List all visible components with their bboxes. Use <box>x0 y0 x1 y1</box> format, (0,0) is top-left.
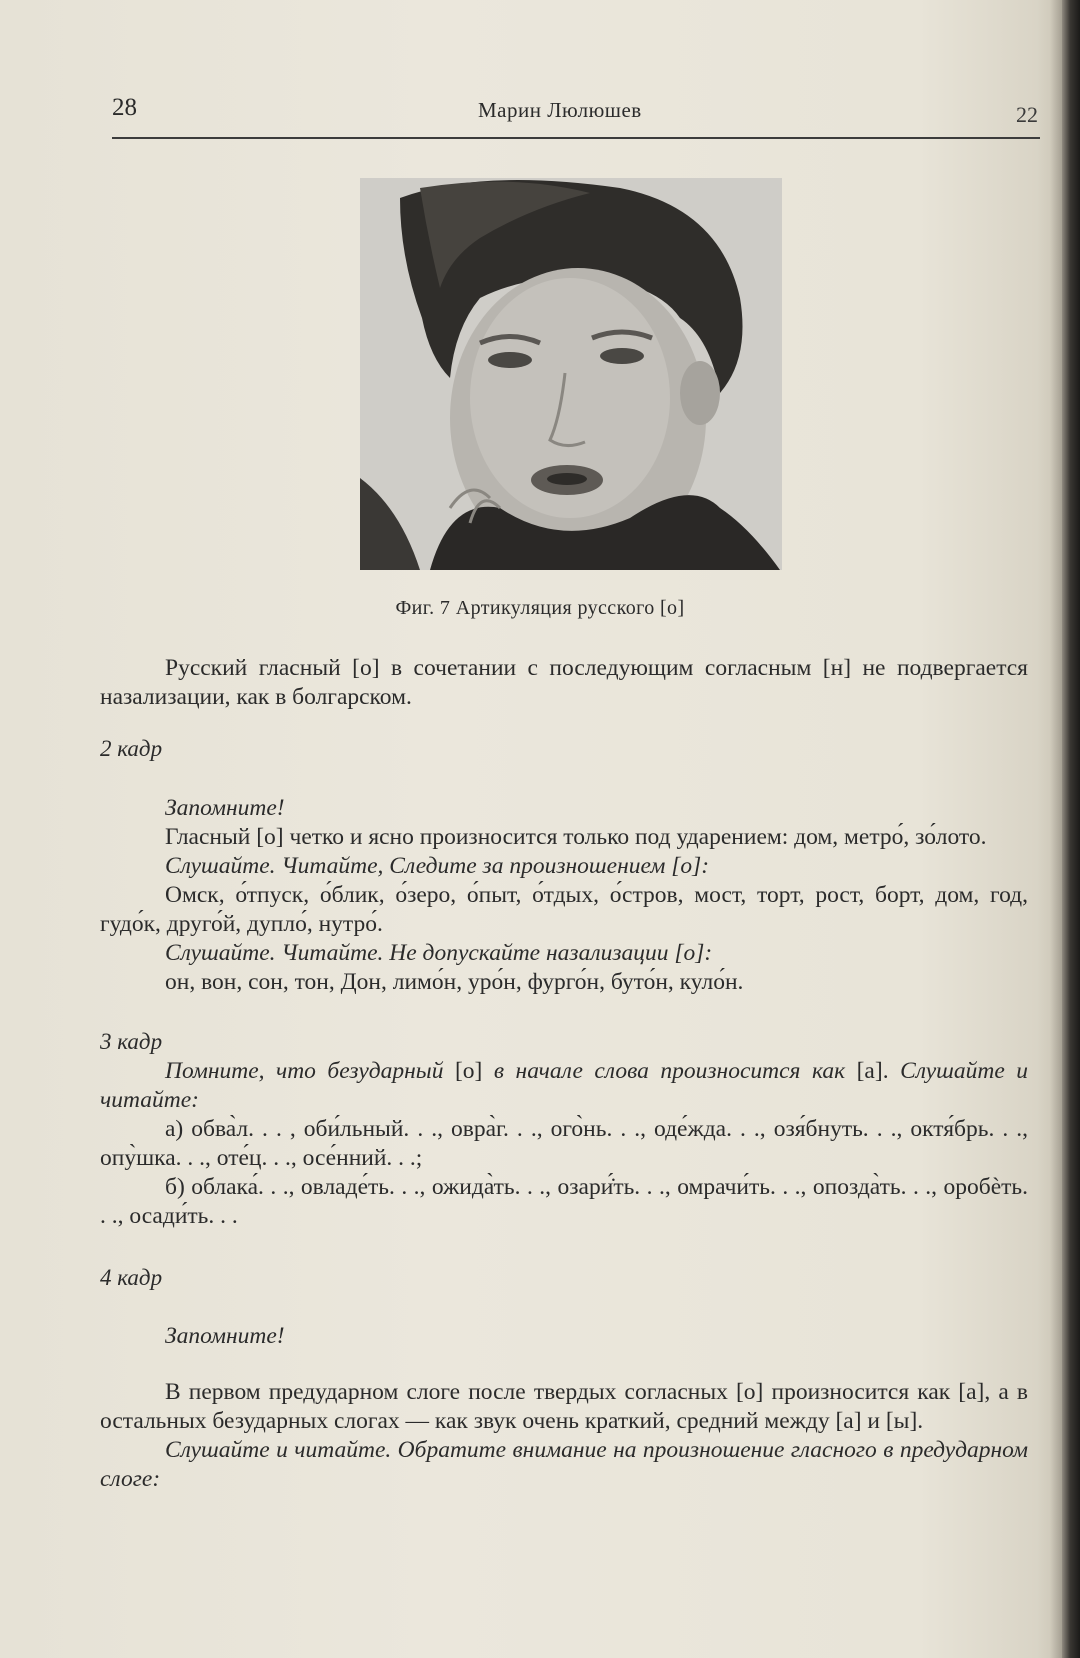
facing-page-number: 22 <box>1016 102 1038 127</box>
section-frame-2 <box>100 794 1028 997</box>
rule-symbol-o: [о] <box>454 1058 483 1084</box>
paragraph-intro <box>100 654 1028 712</box>
running-head-author: Марин Люлюшев <box>478 98 642 122</box>
rule-text-2: в начале слова произносится как <box>493 1058 846 1084</box>
rule-text-1: Помните, что безударный <box>165 1058 444 1084</box>
instruction-no-nasalization: Слушайте. Читайте. Не допускайте назализации [о]: <box>165 940 713 966</box>
running-head <box>112 94 1036 134</box>
instruction-listen-read: Слушайте. Читайте, Следите за произношением [о]: <box>165 853 710 879</box>
page-number: 28 <box>112 94 137 121</box>
unstressed-o-rule: В первом предударном слоге после твердых согласных [о] произносится как [а], а в остальных безударных слогах — как звук очень краткий, средний между [а] и [ы]. <box>100 1379 1028 1434</box>
remember-heading: Запомните! <box>165 795 285 821</box>
binding-shadow <box>1050 0 1062 1658</box>
figure-photo-articulation <box>360 178 782 570</box>
section-frame-4-body <box>100 1378 1028 1494</box>
header-rule <box>112 137 1040 139</box>
word-list-b: б) облака́. . ., овладе́ть. . ., ожида̀ть. . ., озари̇́ть. . ., омрачи́ть. . ., опозда̀ть. . ., оробѐть. . ., осади́ть. . . <box>100 1174 1028 1229</box>
paragraph-text: Русский гласный [о] в сочетании с последующим согласным [н] не подвергается назализации, как в болгарском. <box>100 655 1028 710</box>
rule-text-3: Слушайте и читайте: <box>100 1058 1029 1113</box>
frame-heading-4: 4 кадр <box>100 1265 163 1290</box>
figure-caption: Фиг. 7 Артикуляция русского [о] <box>395 597 685 619</box>
section-frame-4 <box>100 1322 1028 1351</box>
rule-symbol-a: [а]. <box>856 1058 889 1084</box>
book-binding-edge <box>1062 0 1080 1658</box>
frame-heading-3: 3 кадр <box>100 1029 163 1054</box>
word-list-a: а) обва̀л. . . , оби́льный. . ., овра̀г. . ., ого̀нь. . ., оде́жда. . ., озя́бнуть. . ., октя́брь. . ., опу̀шка. . ., оте́ц. . ., осе́нний. . .; <box>100 1116 1028 1171</box>
instruction-pretonic: Слушайте и читайте. Обратите внимание на произношение гласного в предударном слоге: <box>100 1437 1028 1492</box>
word-list-nasal: он, вон, сон, тон, Дон, лимо́н, уро́н, фурго́н, буто́н, куло́н. <box>165 969 744 995</box>
portrait-illustration <box>360 178 782 570</box>
section-frame-3 <box>100 1057 1028 1231</box>
remember-heading-2: Запомните! <box>165 1323 285 1349</box>
initial-o-rule <box>100 1057 1028 1115</box>
stressed-o-rule: Гласный [о] четко и ясно произносится только под ударением: дом, метро́, зо́лото. <box>165 824 987 850</box>
word-list-stressed: Омск, о́тпуск, о́блик, о́зеро, о́пыт, о́тдых, о́стров, мост, торт, рост, борт, дом, год, гудо́к, друго́й, дупло́, нутро́. <box>100 882 1028 937</box>
frame-heading-2: 2 кадр <box>100 736 163 761</box>
